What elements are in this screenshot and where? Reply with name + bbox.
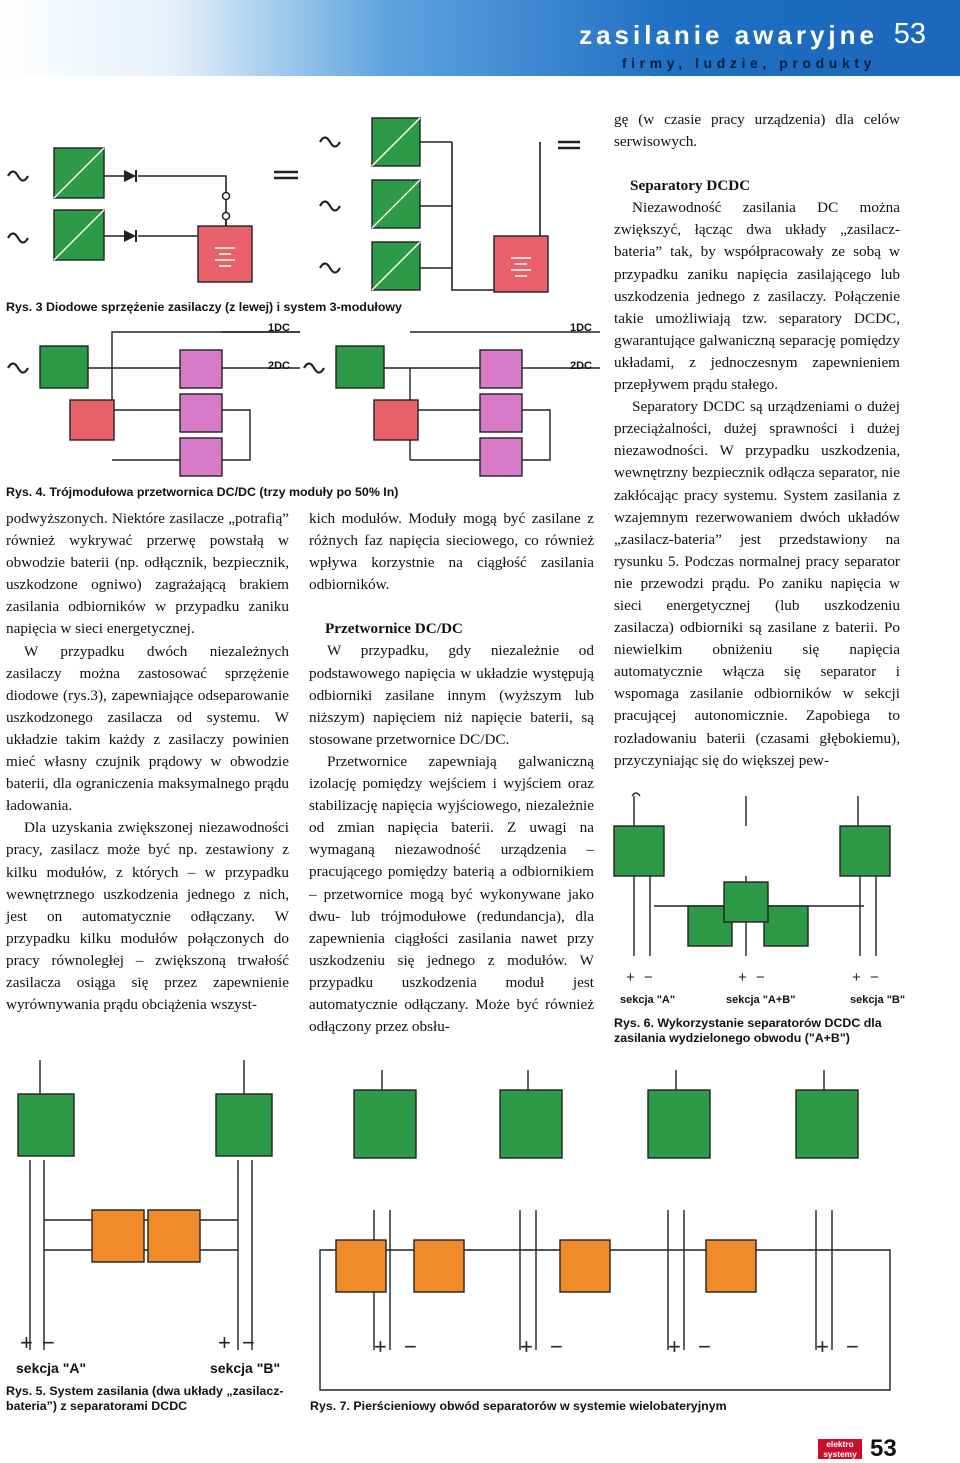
- publisher-logo: elektro systemy: [818, 1439, 862, 1459]
- text-column-1: [6, 508, 289, 1016]
- svg-text:−: −: [404, 1334, 417, 1359]
- fig6-section-b-label: sekcja "B": [850, 994, 906, 1006]
- svg-text:−: −: [550, 1334, 563, 1359]
- figure-5-caption: Rys. 5. System zasilania (dwa układy „zasilacz-bateria”) z separatorami DCDC: [6, 1384, 284, 1413]
- fig6-plus-b: +: [852, 969, 861, 986]
- col3-paragraph-1: Niezawodność zasilania DC można zwiększyć, łącząc dwa układy „zasilacz-bateria” tak, by współpracowały ze sobą w przypadku zaniku napięcia zasilającego lub uszkodzenia jednego z zasilaczy. Połączenie takie umożliwiają tzw. separatory DCDC, gwarantujące galwaniczną separację pomiędzy układami, z jednoczesnym zapewnieniem przepływem prądu stałego.: [614, 199, 900, 394]
- svg-text:+: +: [374, 1334, 387, 1359]
- col2-paragraph-3: Przetwornice zapewniają galwaniczną izolację pomiędzy wejściem i wyjściem oraz stabilizację napięcia wyjściowego, niezależnie od zmian napięcia baterii. Z uwagi na wymaganą niezawodność urządzenia – pracującego pomiędzy baterią a odbiornikiem – przetwornice mogą być wykonywane jako dwu- lub trójmodułowe (redundancja), dla zapewnienia ciągłości zasilania nawet przy uszkodzeniu się jednego z modułów. W przypadku uszkodzenia moduł jest automatycznie odłączany. Może być również odłączony przez obsłu-: [309, 752, 594, 1036]
- fig6-minus-a: −: [644, 969, 653, 986]
- fig4-label-2dc-left: 2DC: [268, 360, 291, 372]
- svg-text:−: −: [846, 1334, 859, 1359]
- svg-text:+: +: [668, 1334, 681, 1359]
- fig6-plus-a: +: [626, 969, 635, 986]
- figure-3-caption: Rys. 3 Diodowe sprzężenie zasilaczy (z lewej) i system 3-modułowy: [6, 300, 402, 314]
- fig4-label-1dc-right: 1DC: [570, 322, 593, 334]
- fig4-label-1dc-left: 1DC: [268, 322, 291, 334]
- svg-text:+: +: [218, 1330, 231, 1355]
- col1-paragraph-2: W przypadku dwóch niezależnych zasilaczy można zastosować sprzężenie diodowe (rys.3), zapewniające odseparowanie uszkodzonego zasilacza od systemu. W układzie takim każdy z zasilaczy powinien mieć własny czujnik prądowy w obwodzie baterii, dla ograniczenia maksymalnego prądu ładowania.: [6, 642, 289, 815]
- svg-text:+: +: [816, 1334, 829, 1359]
- fig3-wires: [104, 142, 540, 290]
- header-page-number: 53: [893, 18, 926, 50]
- fig3-diodes: [124, 170, 136, 242]
- figure-5-diagram: [0, 1050, 300, 1370]
- figure-7-caption: Rys. 7. Pierścieniowy obwód separatorów w systemie wielobateryjnym: [310, 1399, 727, 1413]
- figure-6-caption: Rys. 6. Wykorzystanie separatorów DCDC dla zasilania wydzielonego obwodu ("A+B"): [614, 1016, 882, 1045]
- svg-text:+: +: [20, 1330, 33, 1355]
- col1-paragraph-1: podwyższonych. Niektóre zasilacze „potrafią” również wykrywać przerwę powstałą w obwodzie baterii (np. odłącznik, bezpiecznik, uszkodzone ogniwo) zagrażającą brakiem zasilania odbiorników w przypadku zaniku napięcia w sieci energetycznej.: [6, 510, 289, 638]
- fig6-minus-ab: −: [756, 969, 765, 986]
- col2-paragraph-2: W przypadku, gdy niezależnie od podstawowego napięcia w układzie występują odbiorniki zasilane innym (wyższym lub niższym) napięciem niż napięcie baterii, są stosowane przetwornice DC/DC.: [309, 642, 594, 748]
- col2-heading: Przetwornice DC/DC: [325, 620, 463, 638]
- svg-text:−: −: [42, 1330, 55, 1355]
- text-column-3: [614, 109, 900, 772]
- svg-text:−: −: [698, 1334, 711, 1359]
- col3-paragraph-0: gę (w czasie pracy urządzenia) dla celów serwisowych.: [614, 111, 900, 151]
- section-subtitle: firmy, ludzie, produkty: [621, 55, 876, 71]
- col3-heading: Separatory DCDC: [630, 177, 751, 195]
- figure-6-diagram: [614, 786, 904, 996]
- fig6-minus-b: −: [870, 969, 879, 986]
- fig5-section-a-label: sekcja "A": [16, 1360, 87, 1376]
- col1-paragraph-3: Dla uzyskania zwiększonej niezawodności pracy, zasilacz może być np. zestawiony z kilku modułów, z których – w przypadku wewnętrznego uszkodzenia jednego z nich, jest on automatycznie odłączany. W przypadku kilku modułów połączonych do pracy równoległej – zwiększoną trwałość zasilacza osiąga się przez zapewnienie wyrównywania prądu obciążenia wszyst-: [6, 819, 289, 1014]
- svg-text:−: −: [242, 1330, 255, 1355]
- fig3-dc-symbols: [274, 142, 580, 178]
- col2-paragraph-1: kich modułów. Moduły mogą być zasilane z różnych faz napięcia sieciowego, co również wpływa korzystnie na ciągłość zasilania odbiorników.: [309, 510, 594, 594]
- section-title: zasilanie awaryjne: [579, 20, 878, 50]
- figure-4-caption: Rys. 4. Trójmodułowa przetwornica DC/DC (trzy moduły po 50% In): [6, 485, 399, 499]
- footer-page-number: 53: [870, 1435, 897, 1462]
- figure-7-diagram: [310, 1050, 900, 1390]
- fig5-section-b-label: sekcja "B": [210, 1360, 281, 1376]
- svg-text:+: +: [520, 1334, 533, 1359]
- text-column-2: [309, 508, 594, 1038]
- fig4-label-2dc-right: 2DC: [570, 360, 593, 372]
- fig6-section-ab-label: sekcja "A+B": [726, 994, 796, 1006]
- col3-paragraph-2: Separatory DCDC są urządzeniami o dużej przeciążalności, dużej sprawności i dużej niezawodności. W przypadku uszkodzenia, wewnętrzny bezpiecznik odłącza separator, nie zakłócając pracy systemu. System zasilania z wzajemnym rezerwowaniem dwóch układów „zasilacz-bateria” jest przedstawiony na rysunku 5. Podczas normalnej pracy separator nie przewodzi prądu. Po zaniku napięcia w sieci energetycznej (lub uszkodzeniu zasilacza) odbiorniki są zasilane z baterii. Po niewielkim obniżeniu się napięcia automatycznie włącza się separator i wspomaga zasilanie odbiorników w sekcji pracującej autonomicznie. Zapobiega to rozładowaniu baterii (czasami głębokiemu), przyczyniając się do większej pew-: [614, 398, 900, 769]
- fig6-section-a-label: sekcja "A": [620, 994, 676, 1006]
- fig6-plus-ab: +: [738, 969, 747, 986]
